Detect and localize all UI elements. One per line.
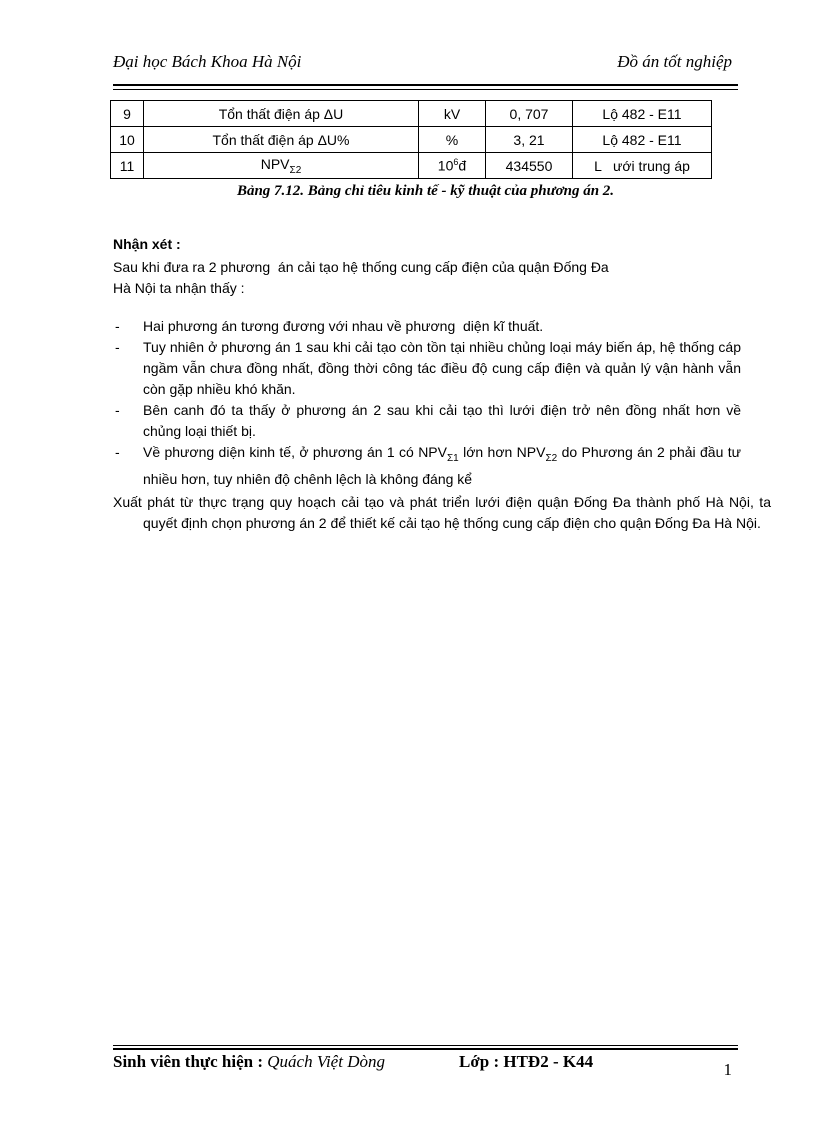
header-rule-thick [113,84,738,86]
list-item [113,316,741,337]
row-number: 9 [111,101,144,127]
npv1-label: NPV [418,444,447,460]
value: 434550 [486,153,573,179]
unit-suffix: đ [458,157,467,174]
table-row [111,127,712,153]
document-type: Đồ án tốt nghiệp [617,52,732,71]
npv2-label: NPV [516,444,546,460]
bullet-text: Hai phương án tương đương với nhau về phương diện kĩ thuất. [143,318,544,334]
bullet-dash: - [115,339,120,355]
bullet-dash: - [115,444,120,460]
indicator-name: Tổn thất điện áp ΔU [144,101,419,127]
note: L ưới trung áp [573,153,712,179]
npv-subscript: Σ2 [289,164,302,176]
intro-line-1: Sau khi đưa ra 2 phương án cải tạo hệ thống cung cấp điện của quận Đống Đa [113,259,609,275]
remark-bullet-list [113,316,741,490]
unit-base: 10 [437,157,454,174]
note: Lộ 482 - E11 [573,101,712,127]
list-item [113,337,741,400]
indicator-table [110,100,712,179]
intro-line-2: Hà Nội ta nhận thấy : [113,280,245,296]
bullet-dash: - [115,318,120,334]
table-row [111,101,712,127]
row-number: 10 [111,127,144,153]
header-rule-thin [113,89,738,90]
unit [419,153,486,179]
row-number: 11 [111,153,144,179]
page-footer [113,1052,738,1082]
npv-label: NPV [260,155,290,172]
class-label: Lớp : HTĐ2 - K44 [459,1052,594,1071]
table-caption: Bảng 7.12. Bảng chỉ tiêu kinh tế - kỹ thuật của phương án 2. [236,183,615,199]
page-header [113,52,738,76]
remark-intro [113,257,741,299]
student-info [113,1052,385,1072]
student-label: Sinh viên thực hiện : [113,1052,268,1071]
bullet-text: Tuy nhiên ở phương án 1 sau khi cải tạo còn tồn tại nhiều chủng loại máy biến áp, hệ thống cáp ngầm vẫn chưa đồng nhất, đồng thời công tác điều độ cung cấp điện và quản lý vận hành vẫn còn gặp nhiều khó khăn. [143,339,741,397]
university-name: Đại học Bách Khoa Hà Nội [113,52,302,71]
unit: kV [419,101,486,127]
value: 0, 707 [486,101,573,127]
student-name: Quách Việt Dòng [267,1052,385,1071]
bullet-text-c: do Phương án 2 phải đầu tư nhiều hơn, tuy nhiên độ chênh lệch là không đáng kể [143,444,742,487]
conclusion-paragraph: Xuất phát từ thực trạng quy hoạch cải tạo và phát triển lưới điện quận Đống Đa thành phố Hà Nội, ta quyết định chọn phương án 2 để thiết kế cải tạo hệ thống cung cấp điện cho quận Đống Đa Hà Nội. [113,494,771,531]
bullet-text-a: Về phương diện kinh tế, ở phương án 1 có [143,444,419,460]
list-item [113,400,741,442]
indicator-name [144,153,419,179]
note: Lộ 482 - E11 [573,127,712,153]
npv2-subscript: Σ2 [545,452,558,464]
npv1-subscript: Σ1 [446,452,459,464]
bullet-text-b: lớn hơn [458,444,517,460]
remark-title: Nhận xét : [113,236,181,252]
footer-rule-thin [113,1045,738,1046]
unit: % [419,127,486,153]
footer-rule-thick [113,1048,738,1050]
list-item [113,442,741,490]
indicator-name: Tổn thất điện áp ΔU% [144,127,419,153]
unit-exponent: 6 [453,157,459,168]
page-number: 1 [723,1060,732,1079]
bullet-dash: - [115,402,120,418]
value: 3, 21 [486,127,573,153]
table-row [111,153,712,179]
bullet-text: Bên canh đó ta thấy ở phương án 2 sau khi cải tạo thì lưới điện trở nên đồng nhất hơn về chủng loại thiết bị. [143,402,741,439]
